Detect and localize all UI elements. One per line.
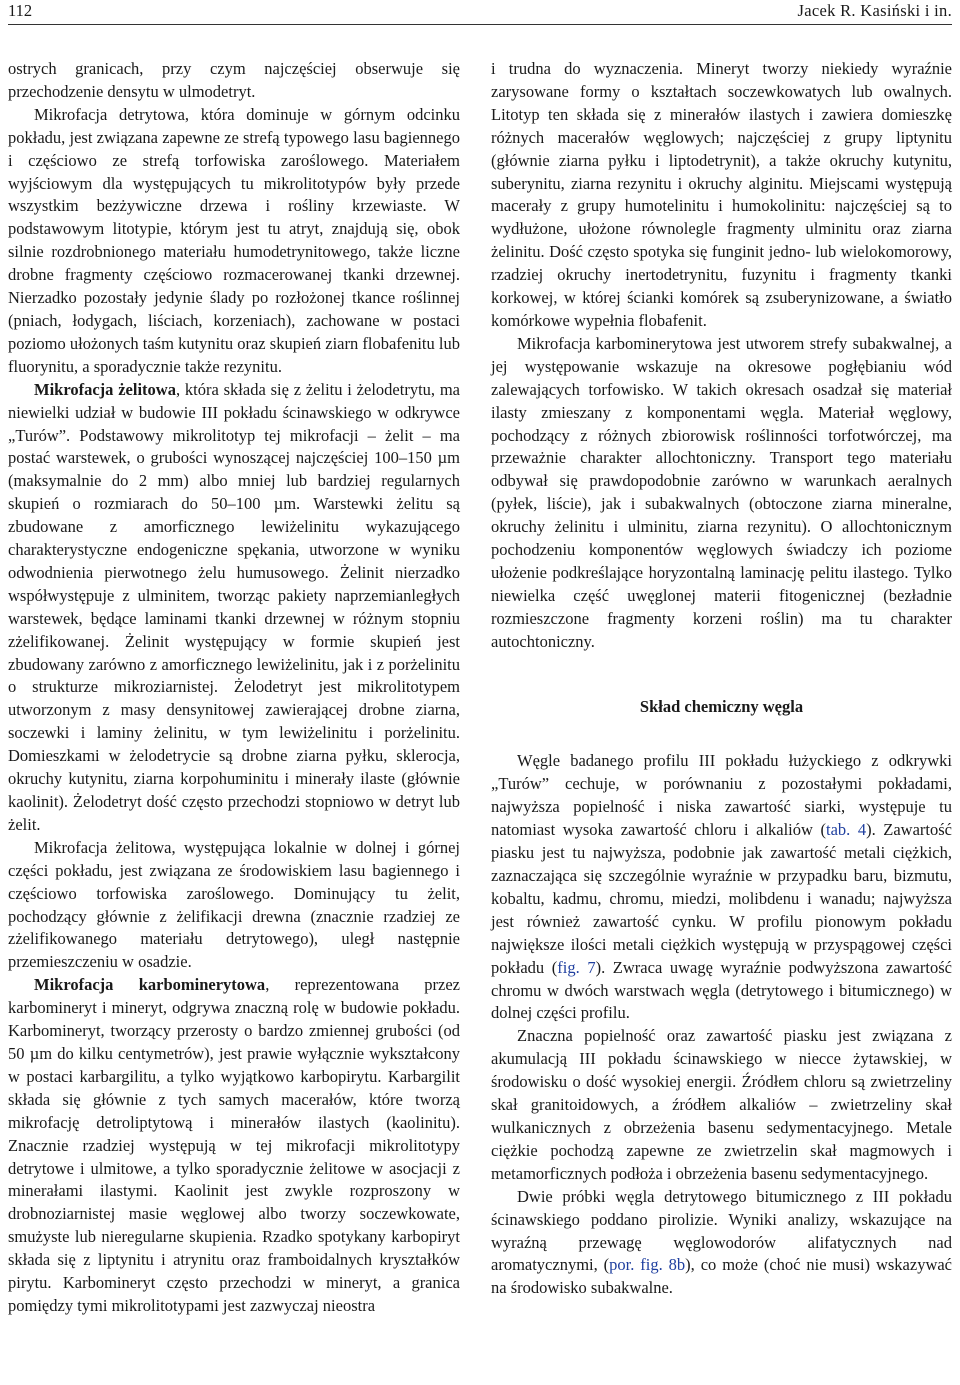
paragraph bbox=[491, 1186, 952, 1301]
paragraph: i trudna do wyznaczenia. Mineryt tworzy niekiedy wyraźnie zarysowane formy o kształtach soczewkowatych lub owalnych. Litotyp ten składa się z minerałów ilastych i zawiera domieszkę różnych macerałów węglowych; najczęściej z grupy liptynitu (głównie ziarna pyłku i liptodetrynit), a także okruchy kutynitu, suberynitu, ziarna rezynitu i okruchy alginitu. Miejscami występują macerały z grupy humotelinitu i humokolinitu: najczęściej są to wydłużone, ułożone równolegle fragmenty ulminitu oraz ziarna żelinitu. Dość często spotyka się funginit jedno- lub wielokomorowy, rzadziej okruchy inertodetrynitu, fuzynitu i fragmenty tkanki korkowej, w której ścianki komórek są zsuberynizowane, a światło komórkowe wypełnia flobafenit. bbox=[491, 59, 952, 330]
paragraph-text: , reprezentowana przez karbomineryt i mineryt, odgrywa znaczną rolę w budowie pokładu. Karbomineryt, tworzący przerosty o bardzo zmiennej grubości (od 50 µm do kilku centymetrów), jest prawie wyłącznie wykształcony w postaci karbargilitu, a tylko wyjątkowo karbopirytu. Karbargilit składa się głównie z tych samych macerałów, które tworzą mikrofację detroliptytową i minerałów ilastych (kaolinitu). Znacznie rzadziej występują w tej mikrofacji mikrolitotypy detrytowe i ulmitowe, a tylko sporadycznie żelitowe w asocjacji z minerałami ilastymi. Kaolinit jest zwykle rozproszony w drobnoziarnistej masie węglowej albo tworzy soczewkowate, smużyste lub nieregularne skupienia. Rzadko spotykany karbopiryt składa się z liptynitu i atrynitu oraz framboidalnych kryształków pirytu. Karbomineryt często przechodzi w mineryt, a granica pomiędzy tymi mikrolitotypami jest zazwyczaj nieostra bbox=[8, 975, 460, 1315]
paragraph-text: ). Zawartość piasku jest tu najwyższa, podobnie jak zawartość metali ciężkich, zaznaczająca się szczególnie wyraźnie w przypadku baru, bizmutu, kobaltu, kadmu, chromu, miedzi, molibdenu i wanadu; najwyższa jest również zawartość cynku. W profilu pionowym pokładu największe ilości metali ciężkich występują w przyspągowej części pokładu ( bbox=[491, 820, 952, 977]
page-number: 112 bbox=[8, 1, 33, 20]
paragraph bbox=[8, 974, 460, 1318]
right-column bbox=[491, 58, 952, 1300]
paragraph-text: ). Zwraca uwagę wyraźnie podwyższona zawartość chromu w dwóch warstwach węgla (detrytowego i bitumicznego) w dolnej części profilu. bbox=[491, 957, 952, 1023]
term-heading: Mikrofacja karbominerytowa bbox=[34, 975, 266, 995]
page-header bbox=[8, 0, 952, 24]
paragraph-text: Dwie próbki węgla detrytowego bitumicznego z III pokładu ścinawskiego poddano pirolizie. Wyniki analizy, wskazujące na wyraźną przewagę węglowodorów alifatycznych nad aromatycznymi, ( bbox=[491, 1186, 952, 1275]
paragraph: Mikrofacja detrytowa, która dominuje w górnym odcinku pokładu, jest związana zapewne ze strefą typowego lasu bagiennego i częściowo ze strefą torfowiska zaroślowego. Materiałem wyjściowym dla występujących tu mikrolitotypów były przede wszystkim bezżywiczne drzewa i rośliny krzewiaste. W podstawowym litotypie, którym jest tu atryt, znajdują się, obok silnie rozdrobnionego materiału humodetrynitowego, także liczne drobne fragmenty częściowo rozmacerowanej tkanki drzewnej. Nierzadko pozostały jedynie ślady po rozłożonej tkance roślinnej (pniach, łodygach, liściach, korzeniach), zachowane w postaci poziomo ułożonych taśm kutynitu oraz skupień ziarn flobafenitu lub fluorynitu, a sporadycznie także rezynitu. bbox=[8, 104, 460, 376]
left-column bbox=[8, 58, 460, 1318]
figure-reference-link[interactable]: fig. 7 bbox=[557, 957, 596, 977]
term-heading: Mikrofacja żelitowa bbox=[34, 379, 176, 399]
paragraph: Mikrofacja żelitowa, występująca lokalnie w dolnej i górnej części pokładu, jest związana ze środowiskiem lasu bagiennego i częściowo torfowiska zaroślowego. Dominujący tu żelit, pochodzący głównie z żelifikacji drewna (znacznie rzadziej ze zżelifikowanego materiału detrytowego), uległ następnie przemieszczeniu w osadzie. bbox=[8, 837, 460, 972]
header-rule bbox=[8, 24, 952, 25]
paragraph bbox=[491, 750, 952, 1025]
paragraph: Mikrofacja karbominerytowa jest utworem strefy subakwalnej, a jej występowanie wskazuje na okresowe pogłębianiu wód zalewających torfowisko. W takich okresach osadzał się materiał ilasty zmieszany z komponentami węgla. Materiał węglowy, pochodzący z różnych zbiorowisk roślinności torfotwórczej, ma przeważnie charakter allochtoniczny. Transport tego materiału odbywał się prawdopodobnie zarówno w warunkach aeralnych (pyłek, liście), jak i subakwalnych (obtoczone ziarna mineralne, okruchy żelinitu i ulminitu, ziarna rezynitu). O allochtonicznym pochodzeniu komponentów węglowych świadczy ich poziome ułożenie podkreślające horyzontalną laminację pelitu ilastego. Tylko niewielka część uwęglonej materii fitogenicznej (bezładnie rozmieszczone fragmenty korzeni roślin) ma tu charakter autochtoniczny. bbox=[491, 333, 952, 651]
paragraph-text: , która składa się z żelitu i żelodetrytu, ma niewielki udział w budowie III pokładu ścinawskiego w odkrywce „Turów”. Podstawowy mikrolitotyp tej mikrofacji – żelit – ma postać warstewek, o grubości wynoszącej najczęściej 100–150 µm (maksymalnie do 2 mm) albo mniej lub bardziej regularnych skupień o rozmiarach do 50–100 µm. Warstewki żelitu są zbudowane z amorficznego lewiżelinitu wykazującego charakterystyczne endogeniczne spękania, utworzone w wyniku odwodnienia pierwotnego żelu humusowego. Żelinit nierzadko współwystępuje z ulminitem, tworząc pakiety naprzemianległych warstewek, będące laminami tkanki drzewnej w różnym stopniu zżelifikowanej. Żelinit występujący w formie skupień jest zbudowany zarówno z amorficznego lewiżelinitu, jak i z porżelinitu o strukturze mikroziarnistej. Żelodetryt jest mikrolitotypem utworzonym z masy densynitowej zawierającej drobne ziarna, soczewki i laminy żelinitu, w tym lewiżelinitu i porżelinitu. Domieszkami w żelodetrycie są drobne ziarna pyłku, sklerocja, okruchy kutynitu, ziarna korpohuminitu i minerały ilaste (głównie kaolinit). Żelodetryt dość często przechodzi stopniowo w detryt lub żelit. bbox=[8, 379, 460, 834]
paragraph-text: ), co może (choć nie musi) wskazywać na środowisko subakwalne. bbox=[491, 1255, 953, 1298]
paragraph: Znaczna popielność oraz zawartość piasku jest związana z akumulacją III pokładu ścinawskiego w niecce żytawskiej, w środowisku o dość wysokiej energii. Źródłem chloru są zwietrzeliny skał granitoidowych, a źródłem alkaliów – zwietrzeliny skał wulkanicznych z obrzeżenia basenu sedymentacyjnego. Metale ciężkie pochodzą zapewne ze zwietrzelin skał magmowych i metamorficznych podłoża i obrzeżenia basenu sedymentacyjnego. bbox=[491, 1026, 952, 1183]
spacer bbox=[491, 718, 952, 750]
figure-reference-link[interactable]: por. fig. 8b bbox=[609, 1255, 686, 1275]
paragraph: ostrych granicach, przy czym najczęściej obserwuje się przechodzenie densytu w ulmodetryt. bbox=[8, 59, 460, 101]
spacer bbox=[491, 654, 952, 696]
running-title: Jacek R. Kasiński i in. bbox=[797, 1, 952, 20]
paragraph bbox=[8, 379, 460, 837]
section-title: Skład chemiczny węgla bbox=[639, 696, 804, 716]
paragraph-text: Węgle badanego profilu III pokładu łużyckiego z odkrywki „Turów” cechuje, w porównaniu z pozostałymi pokładami, najwyższa popielność i niska zawartość siarki, występuje tu natomiast wysoka zawartość chloru i alkaliów ( bbox=[491, 751, 952, 840]
table-reference-link[interactable]: tab. 4 bbox=[825, 820, 867, 840]
